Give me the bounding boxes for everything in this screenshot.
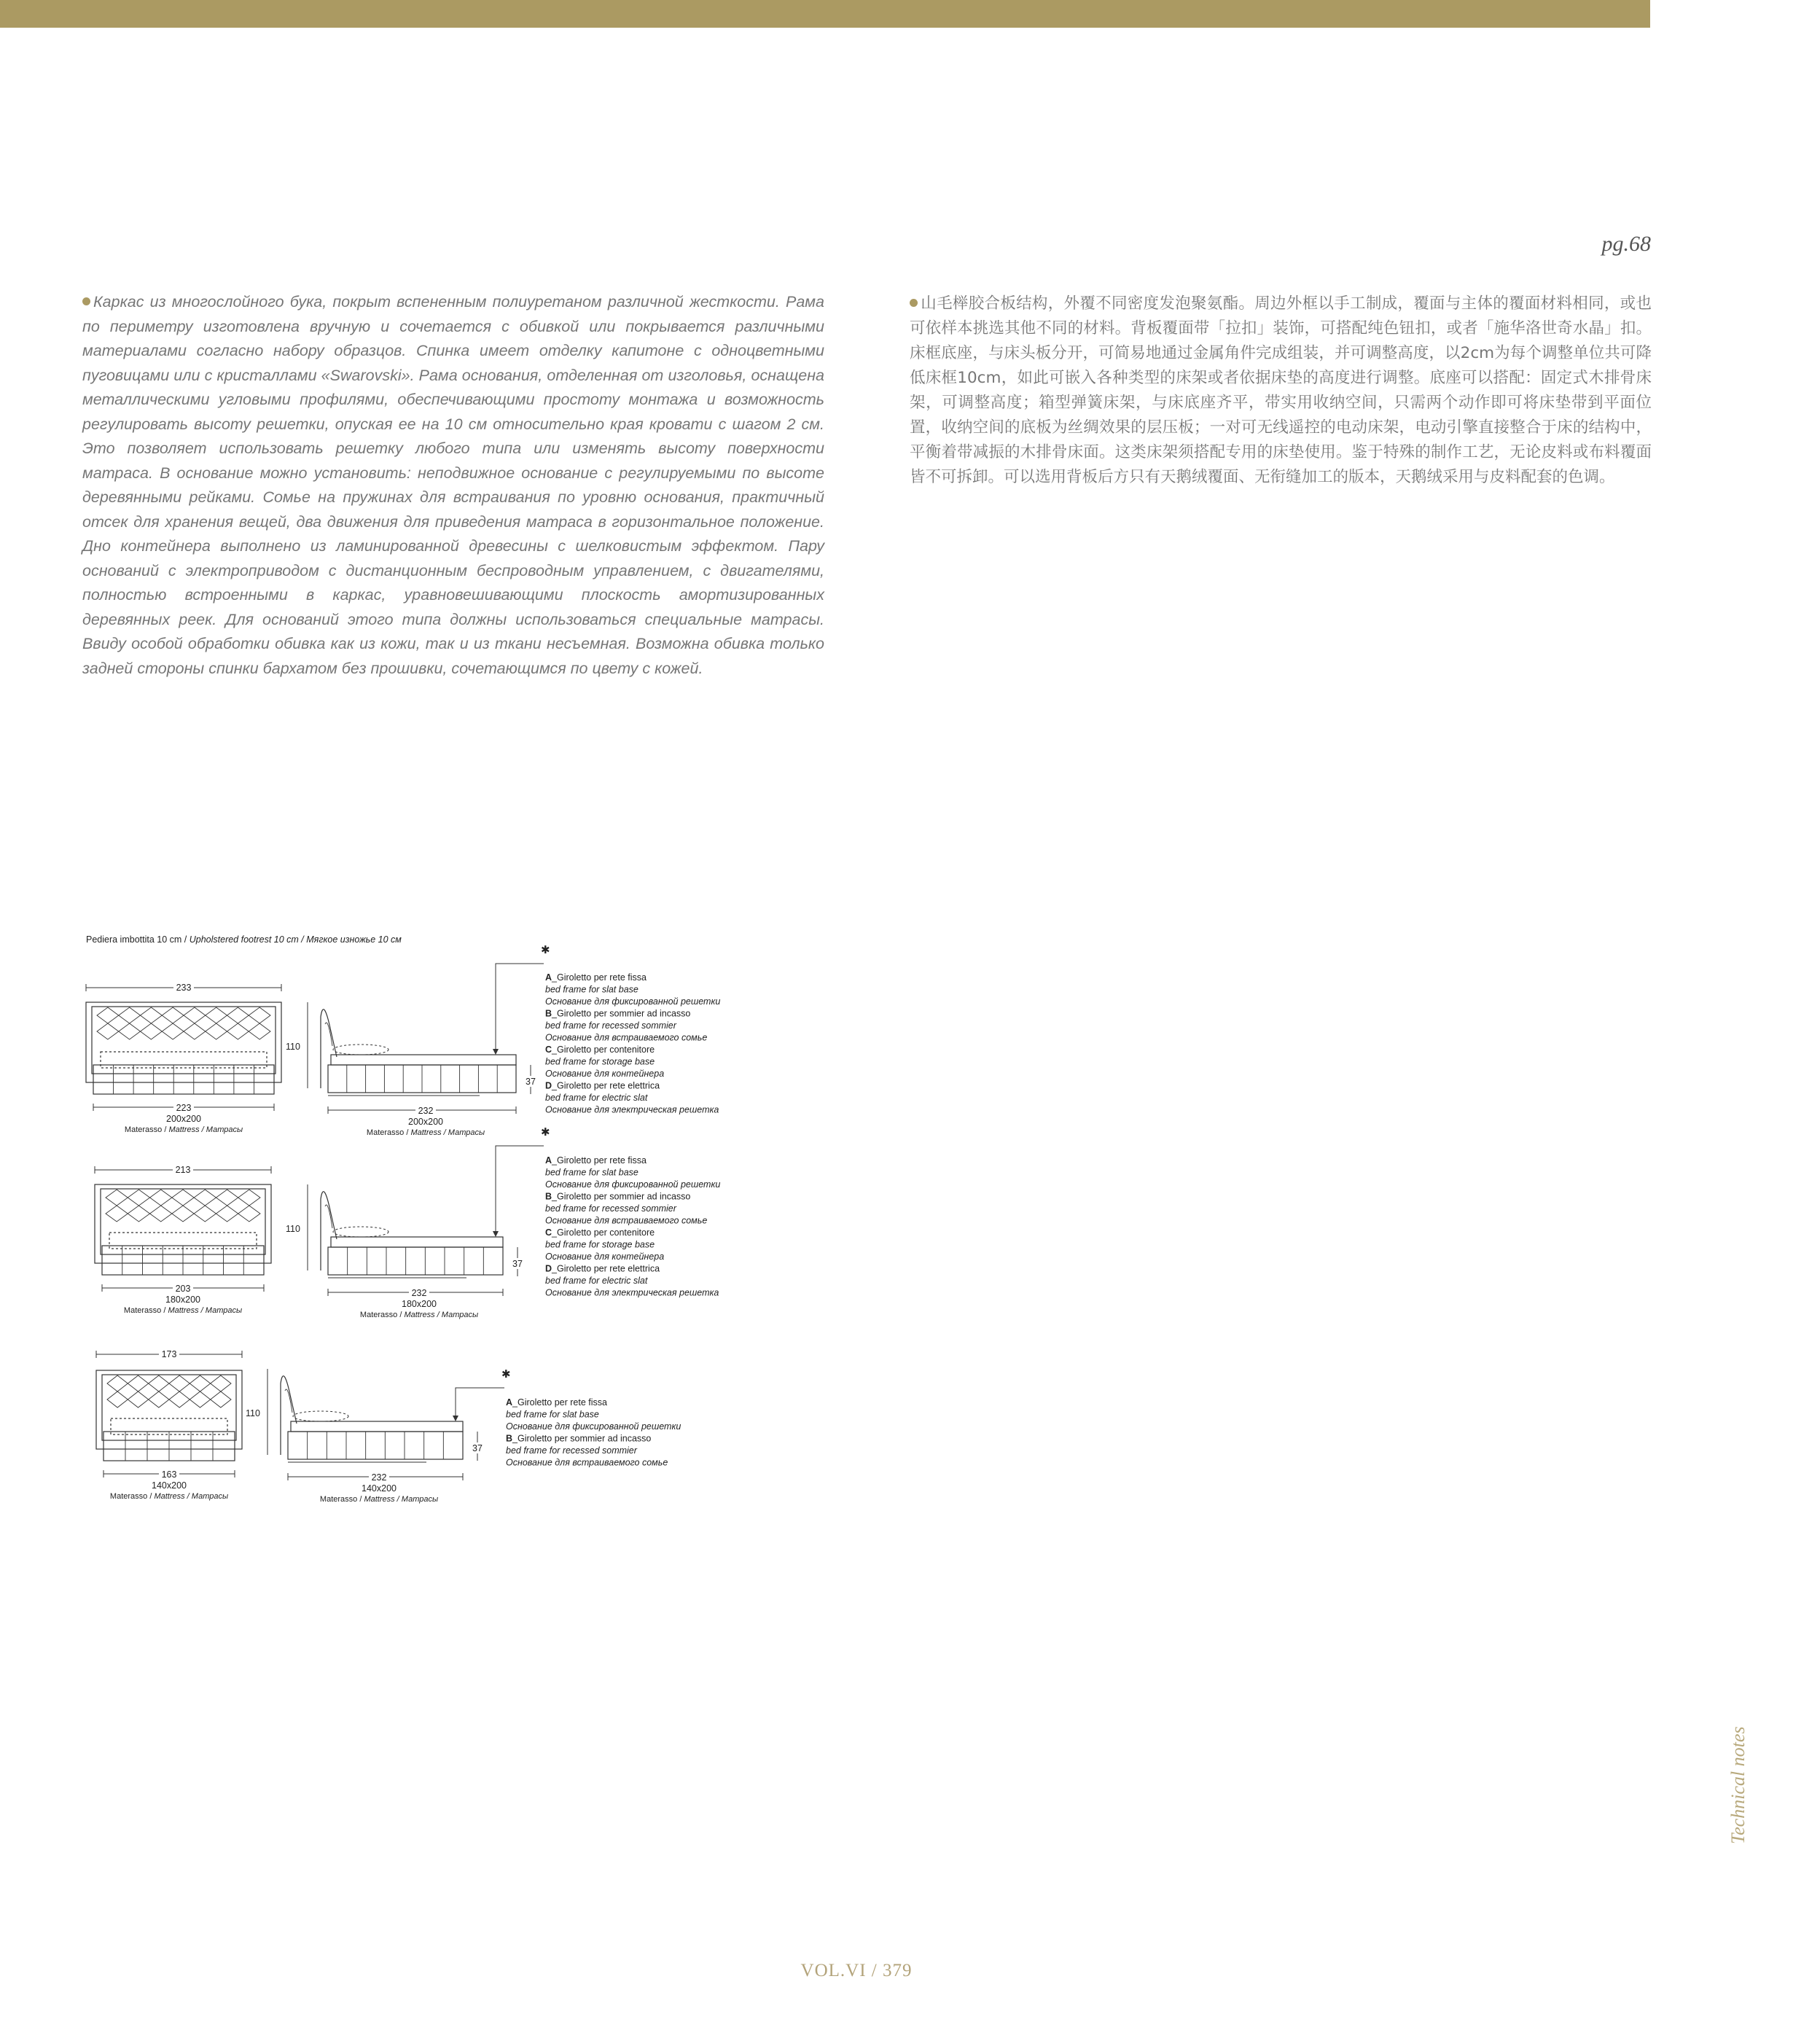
quilted-diamond	[172, 1190, 194, 1206]
quilted-diamond	[128, 1375, 148, 1391]
legend-item-russian: Основание для фиксированной решетки	[545, 996, 721, 1007]
dimension-length: 232	[371, 1472, 387, 1483]
headboard-side	[321, 1010, 337, 1088]
callout-arrowhead	[493, 1231, 499, 1237]
bed-side-view	[246, 1369, 486, 1504]
quilted-diamond	[184, 1007, 206, 1023]
bed-drawing-3	[96, 1348, 681, 1504]
legend-item-code: D	[545, 1080, 552, 1091]
legend-item-english: bed frame for recessed sommier	[506, 1445, 637, 1456]
legend-item-russian: Основание для фиксированной решетки	[506, 1421, 681, 1432]
quilted-diamond	[190, 1375, 210, 1391]
quilted-diamond	[149, 1375, 169, 1391]
quilted-diamond	[107, 1375, 128, 1391]
legend-item-label: _Giroletto per sommier ad incasso	[552, 1008, 691, 1019]
dimension-height: 110	[286, 1042, 300, 1052]
mattress-label: Materasso / Mattress / Матрасы	[366, 1128, 485, 1137]
legend-item-russian: Основание для электрическая решетка	[545, 1104, 719, 1115]
mattress-label-italic: Mattress / Матрасы	[404, 1311, 479, 1319]
drawings-caption-text: Pediera imbottita 10 cm /	[86, 934, 190, 945]
callout-line	[456, 1388, 504, 1420]
dimension-width-bottom: 203	[175, 1284, 191, 1294]
mattress-label: Materasso / Mattress / Матрасы	[123, 1306, 243, 1315]
bed-frame-legend	[506, 1397, 681, 1468]
quilted-diamond	[141, 1007, 163, 1023]
legend-item-name	[506, 1434, 651, 1444]
callout-line	[496, 964, 544, 1053]
quilted-diamond	[119, 1023, 141, 1039]
bed-base-side	[328, 1247, 503, 1275]
mattress-size: 140x200	[152, 1480, 187, 1491]
description-chinese-text: 山毛榉胶合板结构，外覆不同密度发泡聚氨酯。周边外框以手工制成，覆面与主体的覆面材料相同，或也可依样本挑选其他不同的材料。背板覆面带「拉扣」装饰，可搭配纯色钮扣，或者「施华洛世奇水晶」扣。床框底座，与床头板分开，可简易地通过金属角件完成组装，并可调整高度，以2cm为每个调整单位共可降低床框10cm，如此可嵌入各种类型的床架或者依据床垫的高度进行调整。底座可以搭配：固定式木排骨床架，可调整高度；箱型弹簧床架，与床底座齐平，带实用收纳空间，只需两个动作即可将床垫带到平面位置，收纳空间的底板为丝绸效果的层压板；一对可无线遥控的电动床架，电动引擎直接整合于床的结构中，平衡着带减振的木排骨床面。这类床架须搭配专用的床垫使用。鉴于特殊的制作工艺，无论皮料或布料覆面皆不可拆卸。可以选用背板后方只有天鹅绒覆面、无衔缝加工的版本，天鹅绒采用与皮料配套的色调。	[910, 294, 1652, 486]
quilted-diamond	[227, 1023, 249, 1039]
mattress-size: 180x200	[165, 1295, 200, 1305]
mattress-side	[291, 1421, 463, 1432]
description-russian-text: Каркас из многослойного бука, покрыт вспененным полиуретаном различной жесткости. Рама по периметру изготовлена вручную и сочетается с обивкой или покрывается различными материалами согласно набору образцов. Спинка имеет отделку капитоне с одноцветными пуговицами или с кристаллами «Swarovski». Рама основания, отделенная от изголовья, оснащена металлическими угловыми профилями, обеспечивающими простоту монтажа и возможность регулировать высоту решетки, опуская ее на 10 см относительно края кровати с шагом 2 см. Это позволяет использовать решетку любого типа или изменять высоту поверхности матраса. В основание можно установить: неподвижное основание с регулируемыми по высоте деревянными рейками. Сомье на пружинах для встраивания по уровню основания, практичный отсек для хранения вещей, два движения для приведения матраса в горизонтальное положение. Дно контейнера выполнено из ламинированной древесины с шелковистым эффектом. Пару оснований с электроприводом с дистанционным беспроводным управлением, с двигателями, полностью встроенными в каркас, уравновешивающими плоскость амортизированных деревянных реек. Для оснований этого типа должны использоваться специальные матрасы. Ввиду особой обработки обивка как из кожи, так и из ткани несъемная. Возможна обивка только задней стороны спинки бархатом без прошивки, сочетающимся по цвету с кожей.	[82, 293, 824, 677]
bed-front-view	[96, 1348, 242, 1501]
mattress-size: 140x200	[362, 1483, 397, 1494]
dimension-base-height: 37	[472, 1443, 483, 1453]
dimension-base-height: 37	[512, 1259, 523, 1269]
headboard-inner	[102, 1375, 236, 1440]
legend-item-label: _Giroletto per sommier ad incasso	[552, 1191, 691, 1202]
legend-item-label: _Giroletto per rete fissa	[552, 1155, 647, 1166]
legend-item-name	[545, 1045, 655, 1055]
legend-item-english: bed frame for electric slat	[545, 1093, 648, 1103]
legend-item-name	[506, 1397, 607, 1408]
quilted-diamond	[162, 1007, 184, 1023]
mattress-size: 200x200	[166, 1114, 201, 1124]
pillow-dashed	[333, 1227, 388, 1237]
legend-item-code: A	[545, 1155, 552, 1166]
quilted-diamond	[206, 1023, 227, 1039]
legend-item-name	[545, 1009, 690, 1019]
quilted-diamond	[162, 1023, 184, 1039]
headboard-side	[281, 1376, 297, 1455]
legend-item-name	[545, 1264, 660, 1274]
headboard-inner	[92, 1007, 276, 1074]
dimension-width-bottom: 223	[176, 1103, 192, 1113]
asterisk-icon: ✱	[541, 944, 550, 956]
quilted-diamond	[227, 1007, 249, 1023]
quilted-diamond	[97, 1023, 119, 1039]
mattress-label-italic: Mattress / Матрасы	[364, 1495, 439, 1504]
bed-side-view	[286, 1002, 539, 1137]
bed-base-side	[288, 1432, 463, 1459]
quilted-diamond	[190, 1391, 210, 1408]
mattress-dashed	[101, 1052, 267, 1068]
quilted-diamond	[216, 1190, 238, 1206]
quilted-diamond	[128, 1391, 148, 1408]
mattress-label: Materasso / Mattress / Матрасы	[359, 1311, 479, 1319]
mattress-size: 180x200	[402, 1299, 437, 1309]
legend-item-english: bed frame for storage base	[545, 1239, 655, 1250]
legend-item-russian: Основание для встраиваемого сомье	[545, 1032, 708, 1043]
quilted-diamond	[106, 1206, 128, 1222]
mattress-label: Materasso / Mattress / Матрасы	[124, 1125, 243, 1134]
bed-frame-legend	[545, 972, 720, 1115]
legend-item-code: B	[506, 1433, 513, 1444]
mattress-label-italic: Mattress / Матрасы	[168, 1125, 243, 1134]
mattress-side	[331, 1055, 516, 1065]
legend-item-code: C	[545, 1045, 552, 1055]
quilted-diamond	[128, 1190, 149, 1206]
quilted-diamond	[128, 1206, 149, 1222]
bed-front-view	[95, 1164, 271, 1315]
legend-item-english: bed frame for slat base	[545, 984, 638, 995]
bed-side-view	[286, 1184, 526, 1319]
legend-item-label: _Giroletto per rete elettrica	[552, 1263, 660, 1274]
quilted-diamond	[194, 1190, 216, 1206]
dimension-width-top: 213	[175, 1165, 191, 1175]
dimension-width-bottom: 163	[161, 1469, 177, 1480]
callout-arrowhead	[493, 1049, 499, 1055]
quilted-diamond	[249, 1007, 270, 1023]
quilted-diamond	[211, 1375, 231, 1391]
quilted-diamond	[141, 1023, 163, 1039]
mattress-size: 200x200	[408, 1117, 443, 1127]
legend-item-name	[545, 1081, 660, 1091]
legend-item-code: D	[545, 1263, 552, 1274]
headboard-outline	[86, 1002, 281, 1082]
legend-item-russian: Основание для контейнера	[545, 1252, 665, 1262]
callout-line	[496, 1146, 544, 1235]
legend-item-name	[545, 972, 647, 983]
pillow-dashed	[293, 1411, 348, 1421]
legend-item-russian: Основание для встраиваемого сомье	[545, 1215, 708, 1226]
mattress-side	[331, 1237, 503, 1247]
legend-item-label: _Giroletto per rete fissa	[512, 1397, 607, 1408]
dimension-width-top: 173	[161, 1349, 177, 1359]
dimension-base-height: 37	[526, 1077, 536, 1087]
quilted-diamond	[249, 1023, 270, 1039]
legend-item-name	[545, 1192, 690, 1202]
legend-item-code: C	[545, 1227, 552, 1238]
quilted-diamond	[169, 1375, 190, 1391]
mattress-label-italic: Mattress / Матрасы	[154, 1492, 229, 1501]
callout-arrowhead	[453, 1416, 458, 1421]
legend-item-name	[545, 1227, 655, 1238]
section-side-label: Technical notes	[1727, 1726, 1749, 1844]
bed-drawing-2	[95, 1126, 720, 1319]
dimension-width-top: 233	[176, 983, 192, 993]
bed-drawing-1	[86, 944, 720, 1137]
quilted-diamond	[238, 1206, 260, 1222]
quilted-diamond	[206, 1007, 227, 1023]
quilted-diamond	[238, 1190, 260, 1206]
quilted-diamond	[106, 1190, 128, 1206]
quilted-diamond	[216, 1206, 238, 1222]
dimension-length: 232	[411, 1288, 427, 1298]
legend-item-label: _Giroletto per contenitore	[552, 1227, 655, 1238]
quilted-diamond	[211, 1391, 231, 1408]
page-footer: VOL.VI / 379	[800, 1961, 913, 1980]
legend-item-english: bed frame for slat base	[545, 1167, 638, 1178]
legend-item-code: A	[545, 972, 552, 983]
quilted-diamond	[194, 1206, 216, 1222]
legend-item-label: _Giroletto per rete fissa	[552, 972, 647, 983]
legend-item-russian: Основание для встраиваемого сомье	[506, 1457, 668, 1468]
mattress-label: Materasso / Mattress / Матрасы	[319, 1495, 439, 1504]
dimension-length: 232	[418, 1106, 434, 1116]
legend-item-russian: Основание для фиксированной решетки	[545, 1179, 721, 1190]
bed-frame-legend	[545, 1155, 720, 1298]
legend-item-name	[545, 1155, 647, 1166]
quilted-diamond	[149, 1391, 169, 1408]
quilted-diamond	[107, 1391, 128, 1408]
quilted-diamond	[97, 1007, 119, 1023]
quilted-diamond	[169, 1391, 190, 1408]
legend-item-english: bed frame for recessed sommier	[545, 1203, 676, 1214]
headboard-side	[321, 1192, 337, 1270]
drawings-caption-italic: Upholstered footrest 10 cm / Мягкое изножье 10 см	[189, 934, 402, 945]
quilted-diamond	[150, 1190, 172, 1206]
bed-front-view	[86, 982, 281, 1134]
mattress-label: Materasso / Mattress / Матрасы	[109, 1492, 229, 1501]
quilted-diamond	[150, 1206, 172, 1222]
dimension-height: 110	[246, 1408, 260, 1418]
legend-item-russian: Основание для электрическая решетка	[545, 1287, 719, 1298]
asterisk-icon: ✱	[501, 1368, 511, 1381]
quilted-diamond	[184, 1023, 206, 1039]
legend-item-label: _Giroletto per rete elettrica	[552, 1080, 660, 1091]
legend-item-code: B	[545, 1191, 552, 1202]
legend-item-english: bed frame for recessed sommier	[545, 1020, 676, 1031]
pillow-dashed	[333, 1045, 388, 1055]
legend-item-russian: Основание для контейнера	[545, 1069, 665, 1079]
bed-base	[93, 1065, 274, 1094]
asterisk-icon: ✱	[541, 1126, 550, 1139]
dimension-height: 110	[286, 1224, 300, 1234]
legend-item-english: bed frame for electric slat	[545, 1276, 648, 1286]
quilted-diamond	[172, 1206, 194, 1222]
mattress-label-italic: Mattress / Матрасы	[410, 1128, 485, 1137]
page-reference: pg.68	[1601, 232, 1651, 256]
legend-item-code: B	[545, 1008, 552, 1019]
legend-item-label: _Giroletto per contenitore	[552, 1045, 655, 1055]
legend-item-code: A	[506, 1397, 513, 1408]
legend-item-english: bed frame for slat base	[506, 1409, 599, 1420]
quilted-diamond	[119, 1007, 141, 1023]
legend-item-english: bed frame for storage base	[545, 1056, 655, 1067]
legend-item-label: _Giroletto per sommier ad incasso	[512, 1433, 652, 1444]
mattress-label-italic: Mattress / Матрасы	[168, 1306, 243, 1315]
